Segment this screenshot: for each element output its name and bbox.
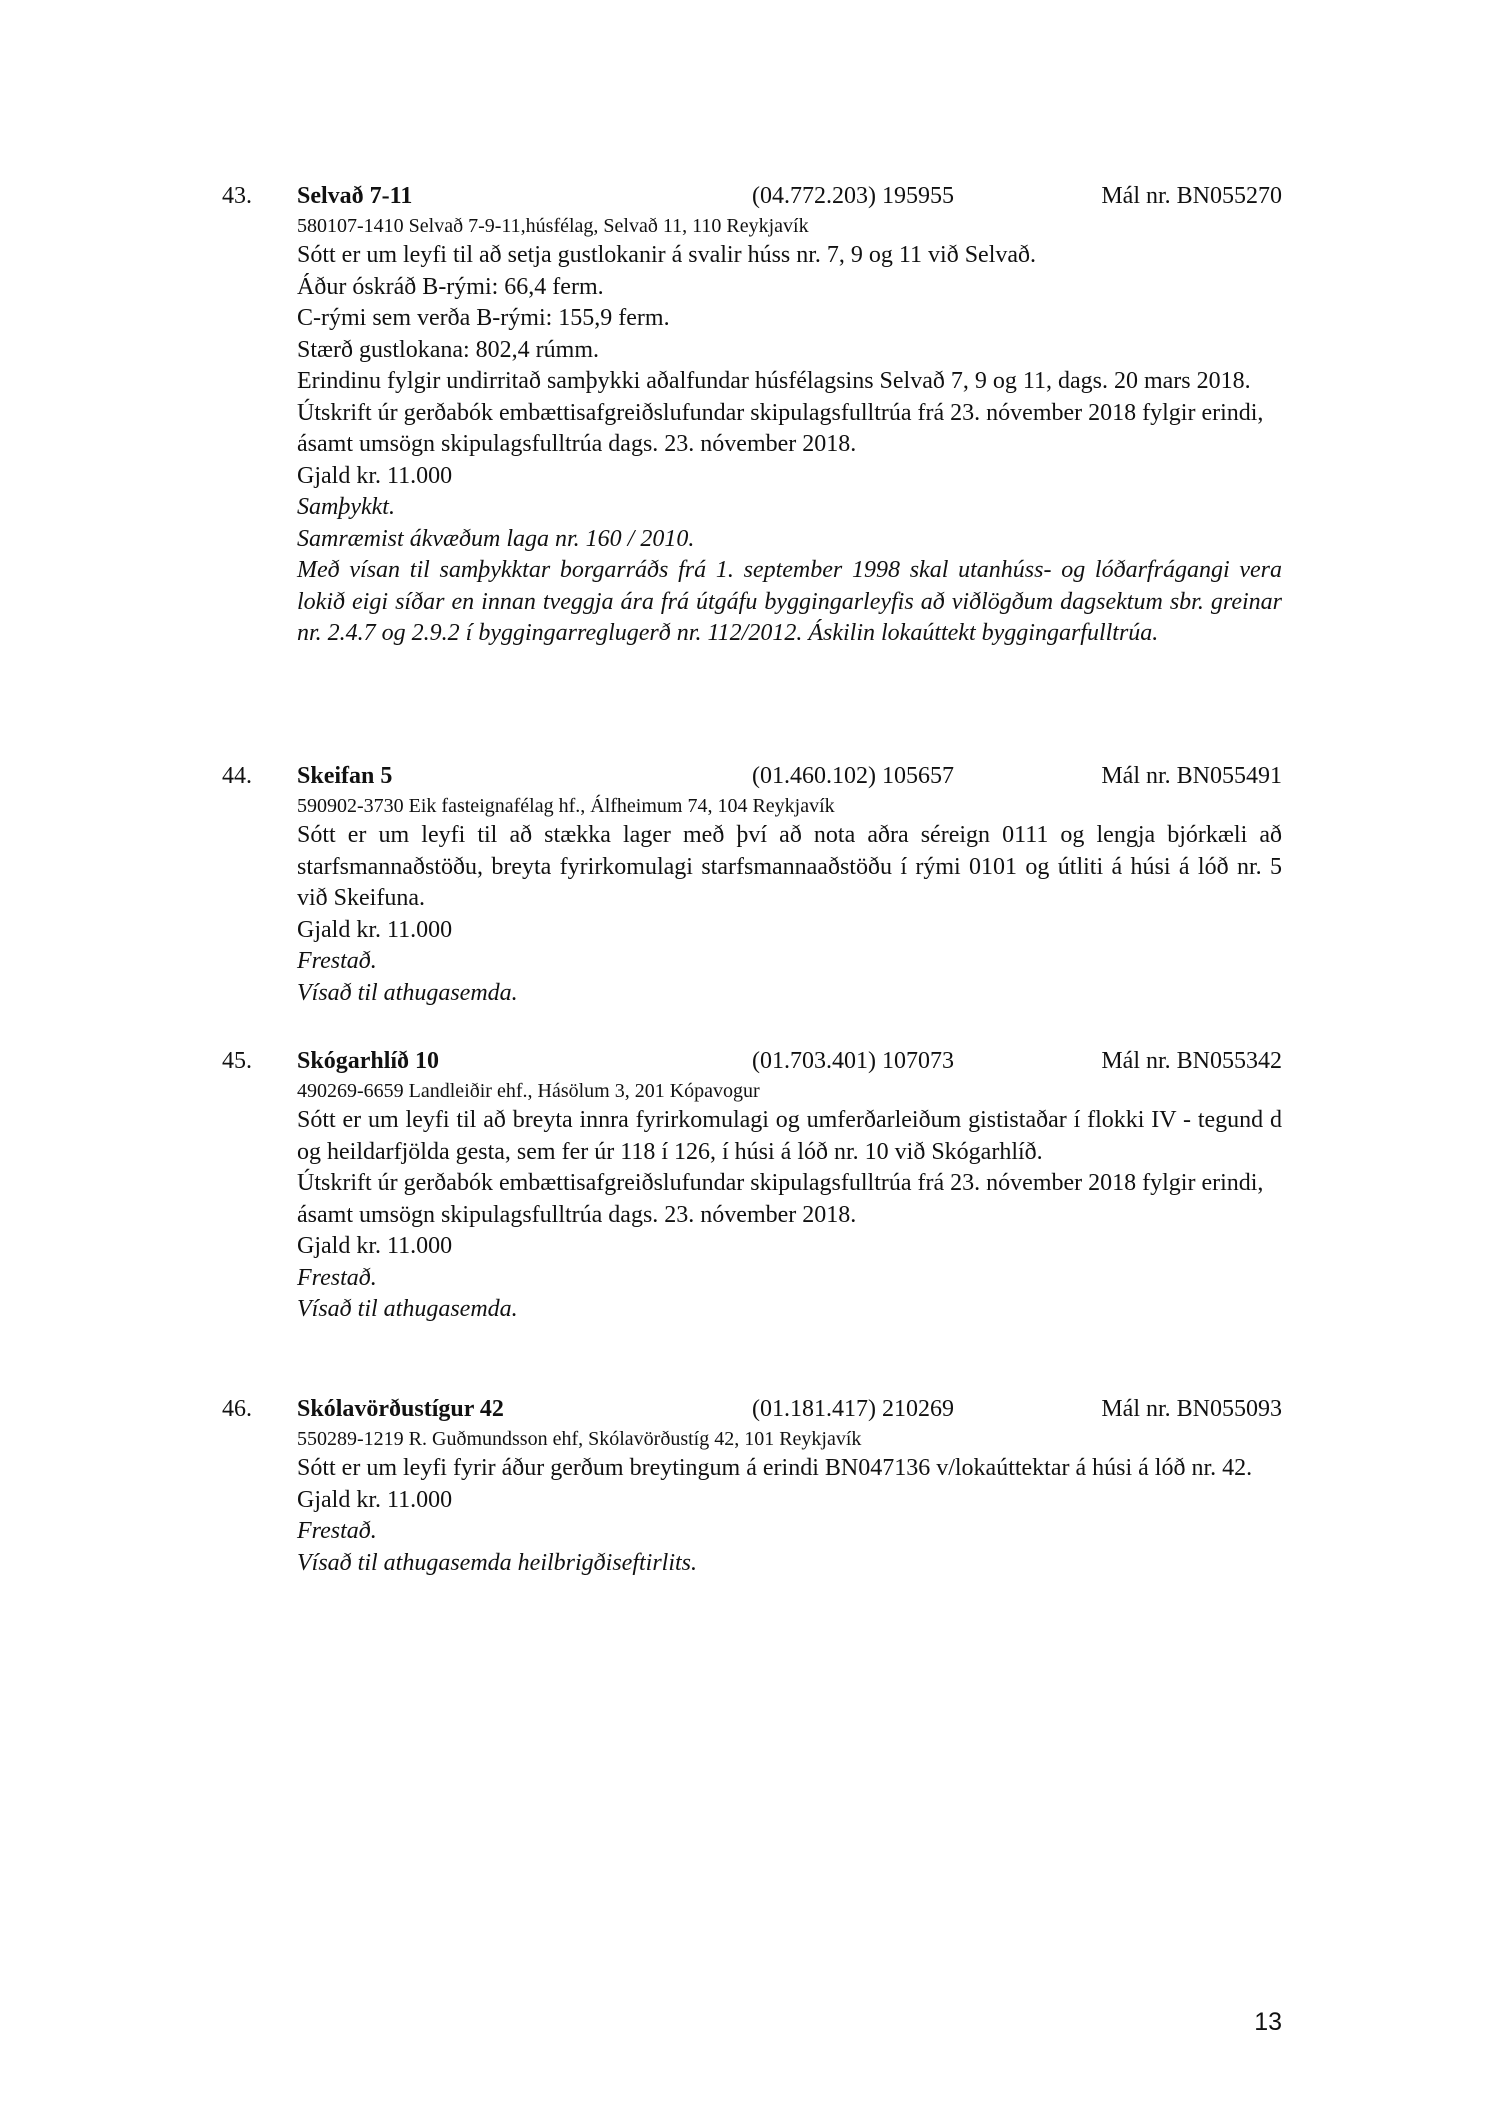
page-number: 13 — [1254, 2008, 1282, 2036]
entry-case-number: Mál nr. BN055491 — [1101, 763, 1282, 789]
entry-title: Skógarhlíð 10 — [297, 1048, 440, 1074]
entry-decision-note: Vísað til athugasemda heilbrigðiseftirlits. — [297, 1549, 698, 1576]
entry-title: Skólavörðustígur 42 — [297, 1396, 504, 1422]
entry-number: 45. — [222, 1048, 252, 1074]
entry-body — [297, 1105, 1282, 1326]
entry-number: 46. — [222, 1396, 252, 1422]
entry-case-number: Mál nr. BN055093 — [1101, 1396, 1282, 1422]
entry-owner: 580107-1410 Selvað 7-9-11,húsfélag, Selvað 11, 110 Reykjavík — [297, 215, 809, 237]
entry-owner: 490269-6659 Landleiðir ehf., Hásölum 3, 201 Kópavogur — [297, 1080, 760, 1102]
entry-header — [222, 1045, 1282, 1078]
entry-text: Útskrift úr gerðabók embættisafgreiðslufundar skipulagsfulltrúa frá 23. nóvember 2018 fylgir erindi, ásamt umsögn skipulagsfulltrúa dags. 23. nóvember 2018. — [297, 399, 1264, 457]
entry-fee: Gjald kr. 11.000 — [297, 1486, 453, 1513]
entry-title: Skeifan 5 — [297, 763, 393, 789]
entry-46 — [222, 1393, 1282, 1579]
entry-text: Stærð gustlokana: 802,4 rúmm. — [297, 336, 599, 363]
entry-text: Sótt er um leyfi fyrir áður gerðum breytingum á erindi BN047136 v/lokaúttektar á húsi á lóð nr. 42. — [297, 1455, 1253, 1481]
entry-43 — [222, 180, 1282, 650]
entry-decision-note: Með vísan til samþykktar borgarráðs frá 1. september 1998 skal utanhúss- og lóðarfrágangi vera lokið eigi síðar en innan tveggja ára frá útgáfu byggingarleyfis að viðlögðum dagsektum sbr. greinar nr. 2.4.7 og 2.9.2 í byggingarreglugerð nr. 112/2012. Áskilin lokaúttekt byggingarfulltrúa. — [297, 557, 1282, 646]
entry-44 — [222, 760, 1282, 1009]
entry-decision: Frestað. — [297, 1264, 377, 1291]
entry-case-number: Mál nr. BN055270 — [1101, 183, 1282, 209]
entry-text: Útskrift úr gerðabók embættisafgreiðslufundar skipulagsfulltrúa frá 23. nóvember 2018 fylgir erindi, ásamt umsögn skipulagsfulltrúa dags. 23. nóvember 2018. — [297, 1170, 1264, 1228]
entry-property-code: (01.460.102) 105657 — [752, 763, 954, 789]
entry-header — [222, 1393, 1282, 1426]
entry-fee: Gjald kr. 11.000 — [297, 1233, 453, 1259]
entry-body — [297, 1453, 1282, 1579]
entry-text: Sótt er um leyfi til að stækka lager með því að nota aðra séreign 0111 og lengja bjórkæli að starfsmannaðstöðu, breyta fyrirkomulagi starfsmannaaðstöðu í rými 0101 og útliti á húsi á lóð nr. 5 við Skeifuna. — [297, 822, 1282, 911]
entry-text: C-rými sem verða B-rými: 155,9 ferm. — [297, 305, 670, 331]
entry-fee: Gjald kr. 11.000 — [297, 462, 453, 489]
entry-text: Sótt er um leyfi til að setja gustlokanir á svalir húss nr. 7, 9 og 11 við Selvað. — [297, 242, 1037, 268]
entry-body — [297, 240, 1282, 650]
entry-header — [222, 180, 1282, 213]
entry-decision-note: Vísað til athugasemda. — [297, 979, 518, 1006]
entry-owner: 550289-1219 R. Guðmundsson ehf, Skólavörðustíg 42, 101 Reykjavík — [297, 1428, 862, 1450]
entry-title: Selvað 7-11 — [297, 183, 413, 209]
entry-property-code: (01.181.417) 210269 — [752, 1396, 954, 1422]
entry-owner: 590902-3730 Eik fasteignafélag hf., Álfheimum 74, 104 Reykjavík — [297, 795, 835, 817]
entry-decision-note: Samræmist ákvæðum laga nr. 160 / 2010. — [297, 525, 695, 552]
entry-property-code: (01.703.401) 107073 — [752, 1048, 954, 1074]
entry-text: Sótt er um leyfi til að breyta innra fyrirkomulagi og umferðarleiðum gististaðar í flokki IV - tegund d og heildarfjölda gesta, sem fer úr 118 í 126, í húsi á lóð nr. 10 við Skógarhlíð. — [297, 1107, 1282, 1165]
entry-fee: Gjald kr. 11.000 — [297, 916, 453, 943]
entry-45 — [222, 1045, 1282, 1326]
entry-text: Áður óskráð B-rými: 66,4 ferm. — [297, 273, 604, 300]
entry-property-code: (04.772.203) 195955 — [752, 183, 954, 209]
entry-decision: Frestað. — [297, 1518, 377, 1544]
entry-header — [222, 760, 1282, 793]
entry-number: 43. — [222, 183, 252, 209]
entry-number: 44. — [222, 763, 252, 789]
entry-decision: Samþykkt. — [297, 494, 395, 520]
entry-decision-note: Vísað til athugasemda. — [297, 1296, 518, 1322]
entry-text: Erindinu fylgir undirritað samþykki aðalfundar húsfélagsins Selvað 7, 9 og 11, dags. 20 mars 2018. — [297, 368, 1251, 394]
entry-case-number: Mál nr. BN055342 — [1101, 1048, 1282, 1074]
entry-body — [297, 820, 1282, 1009]
entry-decision: Frestað. — [297, 948, 377, 974]
